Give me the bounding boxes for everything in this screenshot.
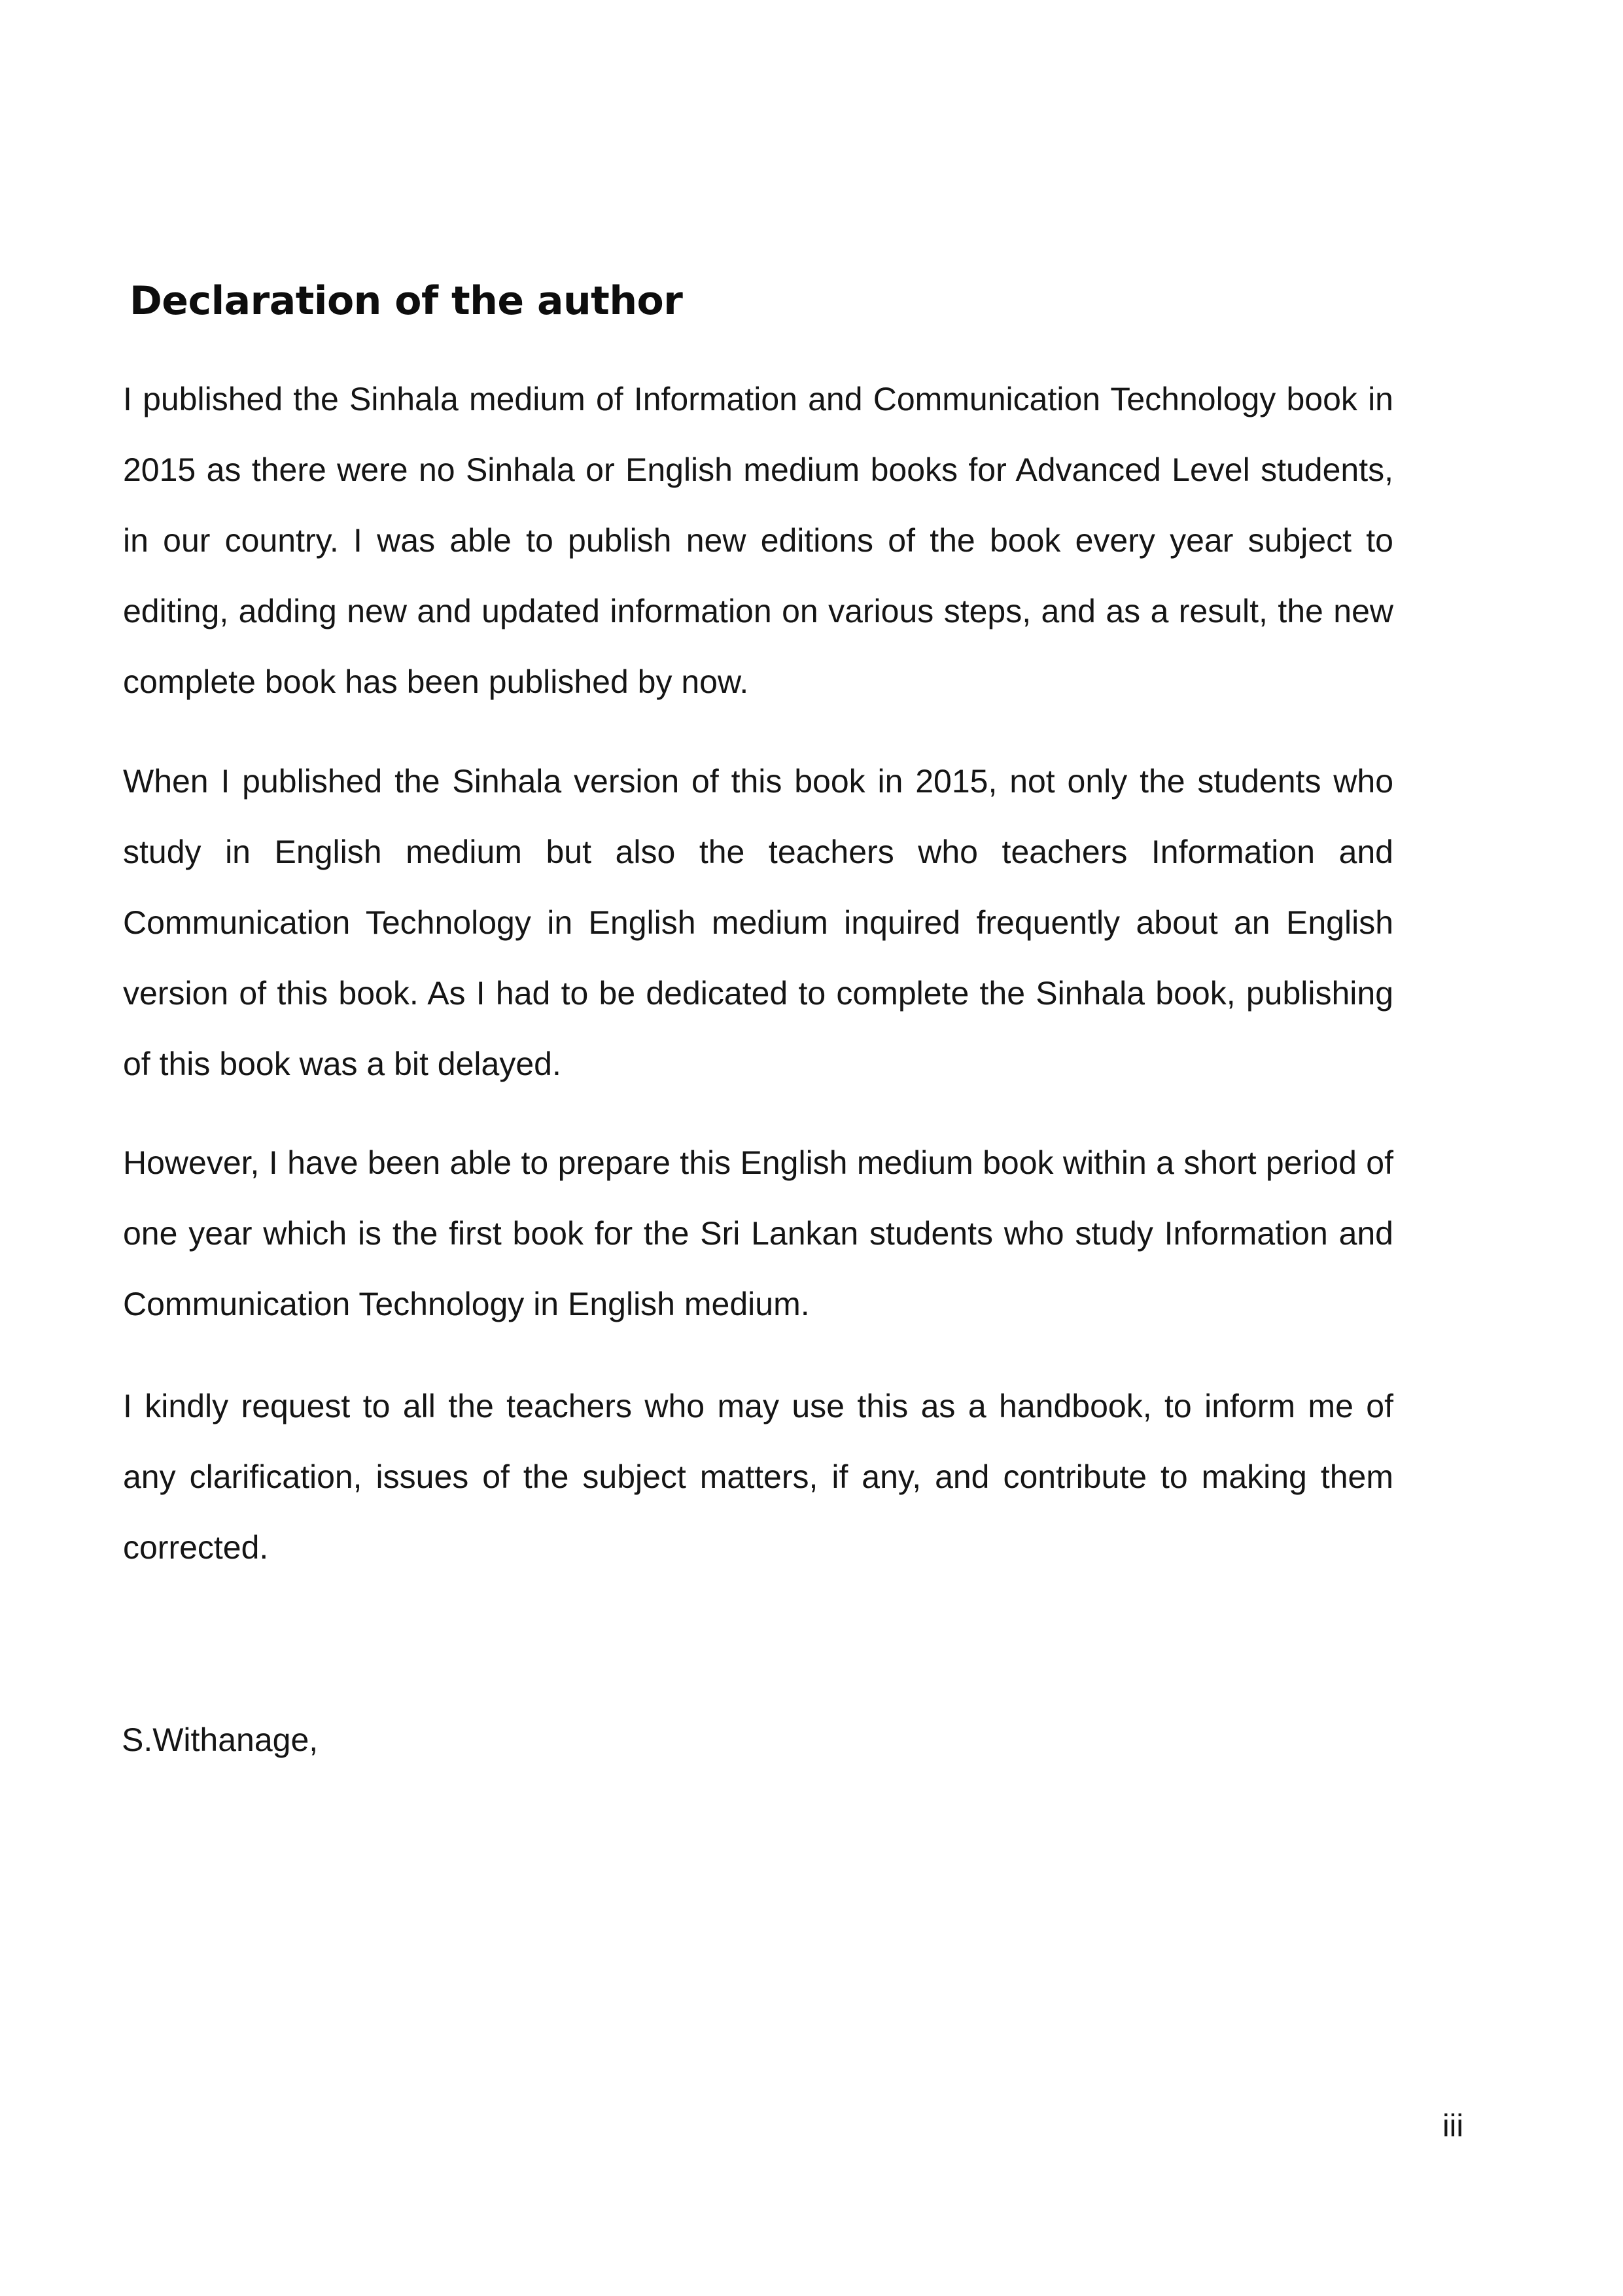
paragraph-publication-history: I published the Sinhala medium of Information and Communication Technology book in 2015 as there were no Sinhala or English medium books for Advanced Level students, in our country. I was able to publish new editions of the book every year subject to editing, adding new and updated information on various steps, and as a result, the new complete book has been published by now. (123, 381, 1393, 700)
page-title: Declaration of the author (130, 278, 683, 324)
paragraph-english-version-demand: When I published the Sinhala version of this book in 2015, not only the students who study in English medium but also the teachers who teachers Information and Communication Technology in English medium inquired frequently about an English version of this book. As I had to be dedicated to complete the Sinhala book, publishing of this book was a bit delayed. (123, 763, 1393, 1082)
paragraph-request-to-teachers: I kindly request to all the teachers who may use this as a handbook, to inform me of any clarification, issues of the subject matters, if any, and contribute to making them corrected. (123, 1388, 1393, 1566)
page-number: iii (1442, 2109, 1463, 2144)
author-signature: S.Withanage, (122, 1722, 319, 1758)
paragraph-english-book-preparation: However, I have been able to prepare this English medium book within a short period of one year which is the first book for the Sri Lankan students who study Information and Communication Technology in English medium. (123, 1144, 1393, 1322)
